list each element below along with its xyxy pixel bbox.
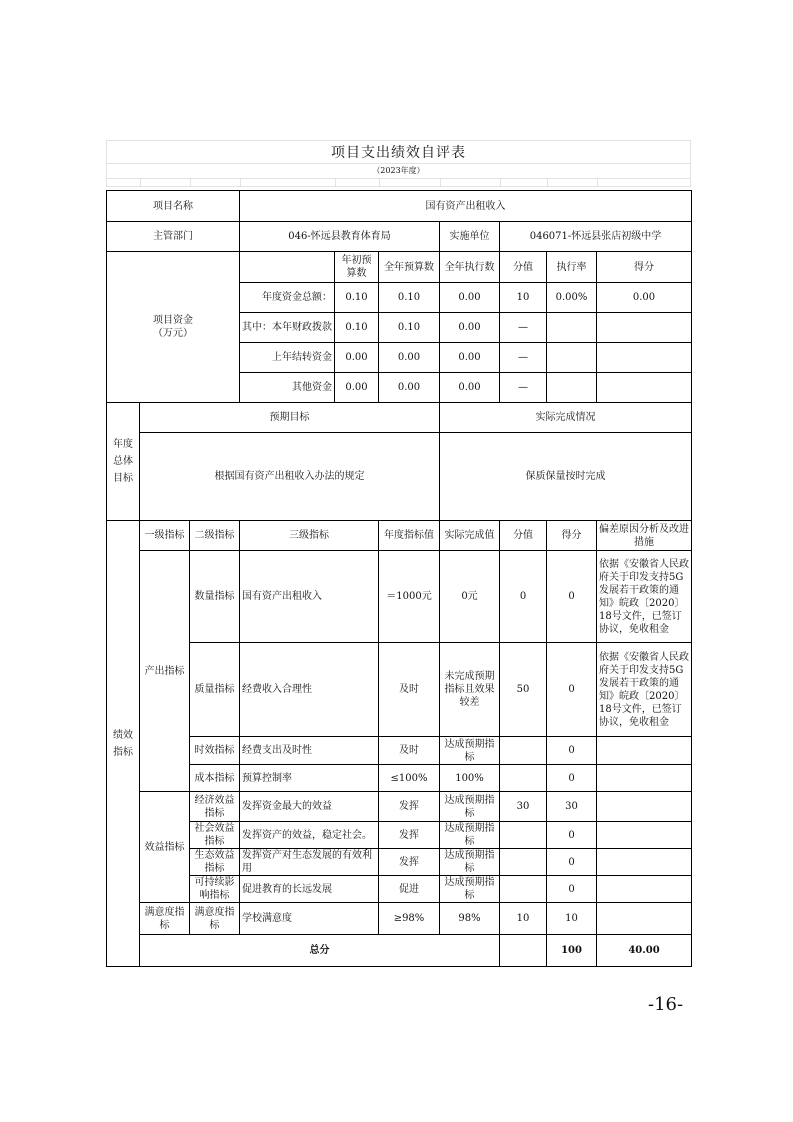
funds-row-initial: 0.00: [335, 373, 379, 403]
perf-row-actual: 达成预期指标: [440, 822, 500, 849]
perf-header-l2: 二级指标: [190, 521, 240, 551]
perf-row-l2: 时效指标: [190, 737, 240, 765]
perf-row-note: [597, 737, 692, 765]
funds-row-initial: 0.10: [335, 313, 379, 343]
funds-row-score: —: [500, 373, 547, 403]
funds-row-name: 其中：本年财政拨款: [240, 313, 335, 343]
total-label: 总分: [140, 935, 500, 967]
funds-row-got: [597, 373, 692, 403]
funds-row-rate: 0.00%: [547, 283, 597, 313]
spreadsheet-gridlines: [106, 178, 691, 187]
satisfaction-indicator-label: 满意度指标: [140, 903, 190, 935]
perf-row-score: 0: [500, 551, 547, 643]
perf-row-score: [500, 876, 547, 903]
funds-row-executed: 0.00: [440, 313, 500, 343]
funds-header-score: 分值: [500, 252, 547, 283]
perf-row-target: 促进: [379, 876, 440, 903]
perf-header-got: 得分: [547, 521, 597, 551]
expected-goal-text: 根据国有资产出租收入办法的规定: [140, 433, 440, 521]
perf-row-got: 0: [547, 876, 597, 903]
total-score: 100: [547, 935, 597, 967]
perf-row-score: [500, 822, 547, 849]
evaluation-table: [106, 190, 692, 967]
perf-row-actual: 达成预期指标: [440, 737, 500, 765]
funds-row-rate: [547, 373, 597, 403]
funds-row-initial: 0.00: [335, 343, 379, 373]
perf-row-note: 依据《安徽省人民政府关于印发支持5G发展若干政策的通知》皖政〔2020〕18号文件，已签订协议，免收租金: [597, 551, 692, 643]
funds-row-annual: 0.00: [379, 343, 440, 373]
funds-row-name: 其他资金: [240, 373, 335, 403]
unit-label: 实施单位: [440, 222, 500, 252]
perf-row-l3: 预算控制率: [240, 765, 379, 792]
funds-row-got: [597, 343, 692, 373]
perf-row-l2: 质量指标: [190, 643, 240, 737]
funds-header-executed: 全年执行数: [440, 252, 500, 283]
actual-result-header: 实际完成情况: [440, 403, 692, 433]
unit-value: 046071-怀远县张店初级中学: [500, 222, 692, 252]
perf-row-got: 0: [547, 765, 597, 792]
perf-row-score: 30: [500, 792, 547, 822]
project-name-value: 国有资产出租收入: [240, 191, 692, 222]
perf-header-score: 分值: [500, 521, 547, 551]
funds-row-rate: [547, 343, 597, 373]
perf-row-l3: 发挥资产对生态发展的有效利用: [240, 849, 379, 876]
perf-header-l1: 一级指标: [140, 521, 190, 551]
project-name-label: 项目名称: [107, 191, 240, 222]
funds-row-executed: 0.00: [440, 373, 500, 403]
total-blank-cell: [500, 935, 547, 967]
perf-row-l2: 经济效益指标: [190, 792, 240, 822]
perf-row-actual: 0元: [440, 551, 500, 643]
funds-row-score: 10: [500, 283, 547, 313]
funds-header-annual: 全年预算数: [379, 252, 440, 283]
perf-row-l2: 可持续影响指标: [190, 876, 240, 903]
perf-row-got: 30: [547, 792, 597, 822]
perf-row-target: ＝1000元: [379, 551, 440, 643]
perf-row-l3: 经费收入合理性: [240, 643, 379, 737]
perf-row-got: 0: [547, 643, 597, 737]
perf-row-l2: 满意度指标: [190, 903, 240, 935]
actual-result-text: 保质保量按时完成: [440, 433, 692, 521]
perf-row-l3: 国有资产出租收入: [240, 551, 379, 643]
perf-row-score: 10: [500, 903, 547, 935]
perf-row-note: [597, 876, 692, 903]
perf-row-target: 发挥: [379, 822, 440, 849]
perf-row-l2: 生态效益指标: [190, 849, 240, 876]
perf-row-got: 0: [547, 849, 597, 876]
funds-row-name: 上年结转资金: [240, 343, 335, 373]
perf-row-score: [500, 849, 547, 876]
perf-header-target: 年度指标值: [379, 521, 440, 551]
perf-row-actual: 达成预期指标: [440, 876, 500, 903]
funds-row-executed: 0.00: [440, 283, 500, 313]
expected-goal-header: 预期目标: [140, 403, 440, 433]
perf-row-l3: 发挥资金最大的效益: [240, 792, 379, 822]
dept-value: 046-怀远县教育体育局: [240, 222, 440, 252]
perf-row-got: 0: [547, 822, 597, 849]
goals-side-label: 年度总体目标: [107, 403, 140, 521]
funds-header-rate: 执行率: [547, 252, 597, 283]
funds-header-initial: 年初预算数: [335, 252, 379, 283]
perf-row-l2: 社会效益指标: [190, 822, 240, 849]
perf-row-target: ≤100%: [379, 765, 440, 792]
perf-row-note: 依据《安徽省人民政府关于印发支持5G发展若干政策的通知》皖政〔2020〕18号文件，已签订协议，免收租金: [597, 643, 692, 737]
total-got: 40.00: [597, 935, 692, 967]
evaluation-sheet: [106, 140, 691, 971]
perf-row-note: [597, 765, 692, 792]
funds-row-got: [597, 313, 692, 343]
perf-row-target: ≥98%: [379, 903, 440, 935]
perf-row-actual: 未完成预期指标且效果较差: [440, 643, 500, 737]
document-year: （2023年度）: [106, 164, 691, 178]
output-indicator-label: 产出指标: [140, 551, 190, 792]
perf-row-note: [597, 792, 692, 822]
perf-row-l3: 经费支出及时性: [240, 737, 379, 765]
perf-row-note: [597, 822, 692, 849]
perf-row-got: 0: [547, 737, 597, 765]
perf-row-l2: 数量指标: [190, 551, 240, 643]
perf-header-actual: 实际完成值: [440, 521, 500, 551]
funds-row-score: —: [500, 313, 547, 343]
funds-row-name: 年度资金总额：: [240, 283, 335, 313]
perf-row-l2: 成本指标: [190, 765, 240, 792]
perf-row-target: 及时: [379, 737, 440, 765]
perf-row-actual: 达成预期指标: [440, 849, 500, 876]
funds-header-got: 得分: [597, 252, 692, 283]
funds-row-executed: 0.00: [440, 343, 500, 373]
perf-row-target: 发挥: [379, 849, 440, 876]
perf-row-score: 50: [500, 643, 547, 737]
perf-header-note: 偏差原因分析及改进措施: [597, 521, 692, 551]
perf-row-got: 0: [547, 551, 597, 643]
perf-row-score: [500, 737, 547, 765]
funds-row-initial: 0.10: [335, 283, 379, 313]
dept-label: 主管部门: [107, 222, 240, 252]
document-title: 项目支出绩效自评表: [106, 140, 691, 164]
page-number: -16-: [648, 994, 684, 1015]
funds-label: 项目资金 （万元）: [107, 252, 240, 403]
perf-row-got: 10: [547, 903, 597, 935]
funds-row-got: 0.00: [597, 283, 692, 313]
funds-row-rate: [547, 313, 597, 343]
perf-row-target: 及时: [379, 643, 440, 737]
benefit-indicator-label: 效益指标: [140, 792, 190, 903]
funds-row-annual: 0.10: [379, 283, 440, 313]
funds-row-annual: 0.10: [379, 313, 440, 343]
perf-row-note: [597, 849, 692, 876]
perf-row-target: 发挥: [379, 792, 440, 822]
perf-row-l3: 学校满意度: [240, 903, 379, 935]
perf-row-actual: 100%: [440, 765, 500, 792]
funds-row-annual: 0.00: [379, 373, 440, 403]
perf-row-score: [500, 765, 547, 792]
perf-row-l3: 发挥资产的效益，稳定社会。: [240, 822, 379, 849]
perf-header-l3: 三级指标: [240, 521, 379, 551]
funds-blank-header: [240, 252, 335, 283]
perf-row-l3: 促进教育的长远发展: [240, 876, 379, 903]
funds-row-score: —: [500, 343, 547, 373]
perf-side-label: 绩效指标: [107, 521, 140, 967]
perf-row-actual: 98%: [440, 903, 500, 935]
perf-row-actual: 达成预期指标: [440, 792, 500, 822]
perf-row-note: [597, 903, 692, 935]
